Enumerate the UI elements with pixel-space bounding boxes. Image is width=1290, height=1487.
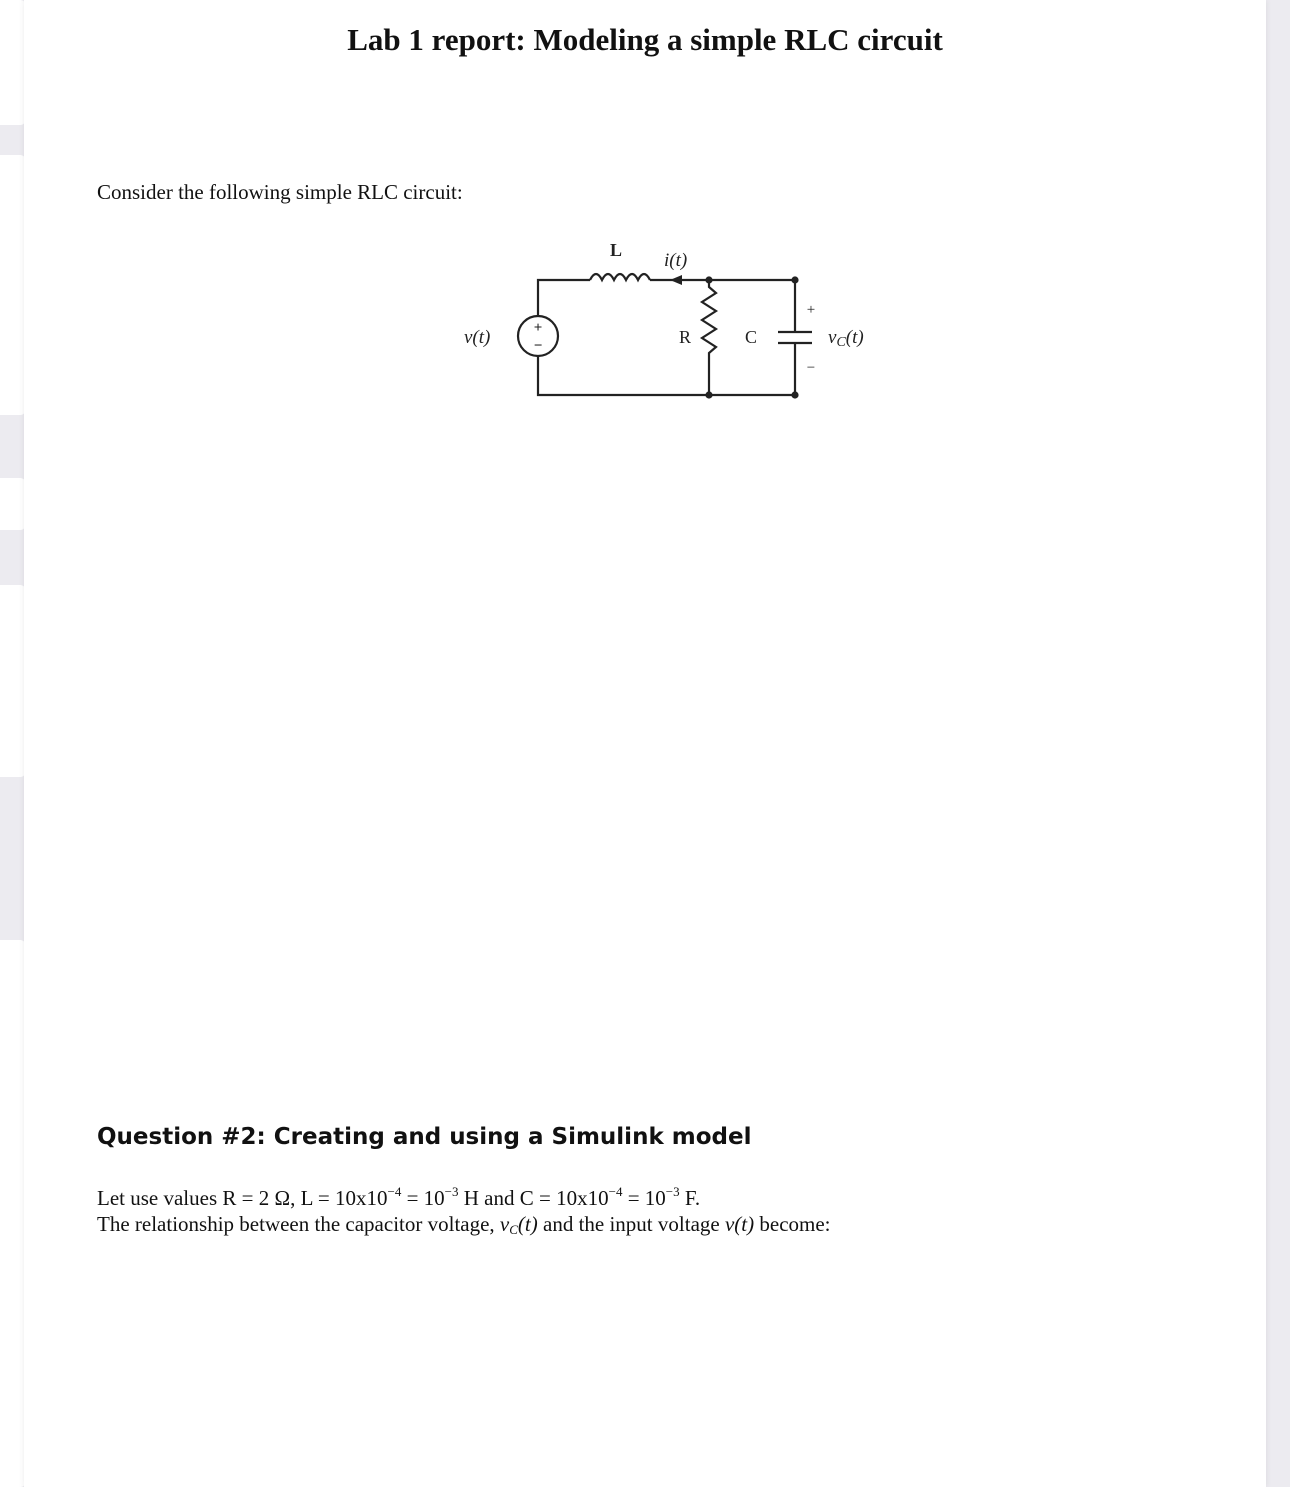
document-page <box>24 0 1266 1487</box>
question-heading: Question #2: Creating and using a Simulink model <box>97 1124 752 1150</box>
source-plus-sign: + <box>533 320 543 336</box>
capacitor-minus-sign: − <box>806 360 816 376</box>
capacitor-voltage-label: vC(t) <box>828 327 864 350</box>
junction-dot <box>705 276 712 283</box>
wire-bottom-rail <box>538 356 795 395</box>
adjacent-page-edge <box>0 940 26 1487</box>
adjacent-page-edge <box>0 585 26 777</box>
capacitor-label: C <box>745 327 758 347</box>
rlc-circuit-diagram <box>434 232 894 412</box>
source-voltage-label: v(t) <box>464 327 491 348</box>
inductor-coil <box>590 274 650 280</box>
relationship-line: The relationship between the capacitor voltage, $v_C(t)$ and the input voltage v(t) become: <box>97 1212 831 1237</box>
junction-dot <box>791 391 798 398</box>
values-line: Let use values R = 2 Ω, $L = 10x10^{-4} = 10^{-3}$ H and $C = 10x10^{-4} = 10^{-3}$ F. <box>97 1184 701 1210</box>
capacitor-plus-sign: + <box>806 302 816 318</box>
junction-dot <box>705 391 712 398</box>
wire-top-left <box>538 280 590 316</box>
question-body <box>97 1185 831 1237</box>
resistor-zigzag <box>702 280 716 395</box>
junction-dot <box>791 276 798 283</box>
page-title: Lab 1 report: Modeling a simple RLC circuit <box>347 22 943 57</box>
current-label: i(t) <box>664 250 688 271</box>
inductor-label: L <box>609 240 623 260</box>
adjacent-page-edge <box>0 0 26 125</box>
adjacent-page-edge <box>0 155 26 415</box>
resistor-label: R <box>679 327 692 347</box>
source-minus-sign: − <box>533 338 543 354</box>
current-arrow-icon <box>670 275 682 285</box>
adjacent-page-edge <box>0 478 26 530</box>
intro-paragraph: Consider the following simple RLC circuit: <box>97 180 463 204</box>
